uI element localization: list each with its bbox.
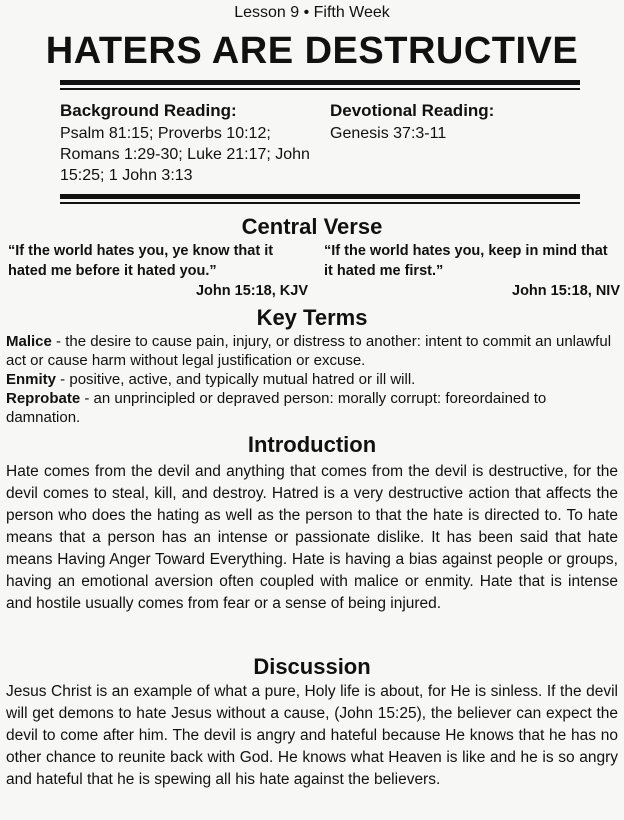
verse-kjv-text: “If the world hates you, ye know that it hated me before it hated you.” [8,243,274,279]
term-item-enmity [6,370,618,389]
background-reading-refs: Psalm 81:15; Proverbs 10:12; Romans 1:29-30; Luke 21:17; John 15:25; 1 John 3:13 [60,125,310,184]
divider-bottom-thin [60,202,580,204]
devotional-reading [330,100,580,144]
term-name: Enmity [6,371,57,388]
verse-niv [324,241,620,301]
term-item-malice [6,332,618,370]
term-definition: - the desire to cause pain, injury, or distress to another: intent to commit an unlawful act or cause harm without legal justification or excuse. [6,333,612,369]
term-definition: - an unprincipled or depraved person: morally corrupt: foreordained to damnation. [6,390,547,426]
verse-niv-text: “If the world hates you, keep in mind that it hated me first.” [324,243,608,279]
verse-kjv-ref: John 15:18, KJV [195,283,308,299]
background-reading [60,100,330,186]
central-verse-heading: Central Verse [241,214,383,239]
introduction-body: Hate comes from the devil and anything that comes from the devil is destructive, for the devil comes to steal, kill, and destroy. Hatred is a very destructive action that affects the person who does the hating as well as the person to that the hate is directed to. To hate means that a person has an intense or passionate dislike. It has been said that hate means Having Anger Toward Everything. Hate is having a bias against people or groups, having an emotional aversion often coupled with malice or enmity. Hate that is intense and hostile usually comes from fear or a sense of being injured. [6,463,618,612]
divider-top-thick [60,80,580,85]
verse-kjv [8,241,308,301]
key-terms-list [6,332,618,427]
discussion-heading: Discussion [253,654,371,679]
divider-bottom-thick [60,194,580,199]
lesson-number: Lesson 9 • Fifth Week [234,4,390,21]
background-reading-heading: Background Reading: [60,101,237,120]
discussion-body: Jesus Christ is an example of what a pure, Holy life is about, for He is sinless. If the devil will get demons to hate Jesus without a cause, (John 15:25), the believer can expect the devil to come after him. The devil is angry and hateful because He knows that he has no other chance to reunite back with God. He knows what Heaven is like and he is so angry and hateful that he is spewing all his hate against the believers. [6,683,618,788]
key-terms-heading: Key Terms [256,305,368,330]
term-definition: - positive, active, and typically mutual hatred or ill will. [56,371,416,388]
divider-top-thin [60,88,580,90]
devotional-reading-heading: Devotional Reading: [330,101,495,120]
verse-niv-ref: John 15:18, NIV [512,283,620,299]
page-title: HATERS ARE DESTRUCTIVE [45,30,579,72]
term-name: Reprobate [6,390,81,407]
term-name: Malice [6,333,52,350]
introduction-heading: Introduction [247,432,377,457]
term-item-reprobate [6,389,618,427]
devotional-reading-refs: Genesis 37:3-11 [330,125,447,142]
